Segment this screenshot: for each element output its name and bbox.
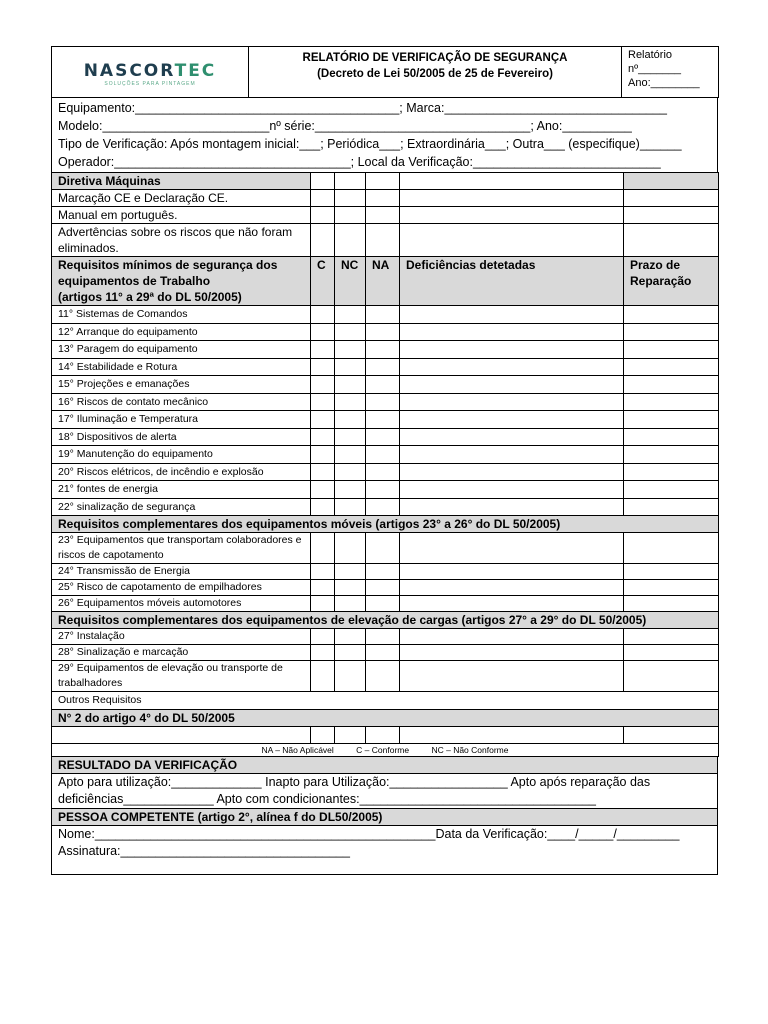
elevacao-title: Requisitos complementares dos equipamentos de elevação de cargas (artigos 27° a 29° do DL 50/2005): [52, 612, 719, 629]
deadline-cell[interactable]: [624, 341, 719, 359]
check-cell-c[interactable]: [311, 596, 335, 612]
deadline-cell[interactable]: [624, 498, 719, 516]
deadline-cell[interactable]: [624, 190, 719, 207]
report-title: [249, 47, 622, 98]
deficiency-cell[interactable]: [400, 533, 624, 564]
check-cell[interactable]: [366, 190, 400, 207]
header-table: [51, 46, 719, 98]
logo-text-b: TEC: [174, 61, 217, 81]
check-cell-na[interactable]: [366, 306, 400, 324]
deadline-cell[interactable]: [624, 726, 719, 743]
check-cell[interactable]: [335, 207, 366, 224]
logo-text-a: NASCOR: [83, 61, 175, 81]
col-deficiencies: Deficiências detetadas: [400, 257, 624, 306]
diretiva-title: Diretiva Máquinas: [52, 173, 311, 190]
checklist-row: [52, 661, 719, 692]
deadline-cell[interactable]: [624, 564, 719, 580]
legend-nc: NC – Não Conforme: [431, 744, 509, 755]
check-cell-nc[interactable]: [335, 446, 366, 464]
operator-field[interactable]: Operador:__________________________________; Local da Verificação:___________________________: [58, 155, 661, 169]
requirement-label: 27° Instalação: [52, 629, 311, 645]
requirement-label: 14° Estabilidade e Rotura: [52, 358, 311, 376]
deadline-cell[interactable]: [624, 207, 719, 224]
requirements-header: Requisitos mínimos de segurança dos equipamentos de Trabalho (artigos 11° a 29ª do DL 50/2005): [52, 257, 311, 306]
deficiency-cell[interactable]: [400, 358, 624, 376]
checklist-row: [52, 358, 719, 376]
deficiency-cell[interactable]: [400, 323, 624, 341]
meta-report-number[interactable]: nº_______: [628, 63, 681, 75]
title-line-2: (Decreto de Lei 50/2005 de 25 de Fevereiro): [317, 68, 553, 80]
checklist-row: [52, 411, 719, 429]
requirement-label: 25° Risco de capotamento de empilhadores: [52, 580, 311, 596]
check-cell-c[interactable]: [311, 446, 335, 464]
signature-field[interactable]: Assinatura:_________________________________: [58, 843, 350, 858]
deficiency-cell[interactable]: [400, 596, 624, 612]
check-cell-na[interactable]: [366, 481, 400, 499]
check-cell-na[interactable]: [366, 411, 400, 429]
requirement-label: 22° sinalização de segurança: [52, 498, 311, 516]
deficiency-cell[interactable]: [400, 190, 624, 207]
equipment-field[interactable]: Equipamento:______________________________________; Marca:________________________________: [58, 101, 667, 115]
deadline-cell[interactable]: [624, 446, 719, 464]
deficiency-cell[interactable]: [400, 463, 624, 481]
deficiency-cell[interactable]: [400, 481, 624, 499]
check-cell-nc[interactable]: [335, 463, 366, 481]
check-cell-nc[interactable]: [335, 629, 366, 645]
deadline-cell[interactable]: [624, 661, 719, 692]
check-cell-nc[interactable]: [335, 358, 366, 376]
check-cell-na[interactable]: [366, 645, 400, 661]
check-cell-na[interactable]: [366, 393, 400, 411]
check-cell-na[interactable]: [366, 498, 400, 516]
check-cell-na[interactable]: [366, 446, 400, 464]
check-cell[interactable]: [311, 726, 335, 743]
deficiency-cell[interactable]: [400, 341, 624, 359]
verification-type-field[interactable]: Tipo de Verificação: Após montagem inicial:___; Periódica___; Extraordinária___; Outra___ (especifique)______: [58, 137, 682, 151]
check-cell-na[interactable]: [366, 341, 400, 359]
check-cell-c[interactable]: [311, 306, 335, 324]
result-table: [51, 756, 718, 875]
requirement-label: 16° Riscos de contato mecânico: [52, 393, 311, 411]
check-cell-c[interactable]: [311, 393, 335, 411]
check-cell-na[interactable]: [366, 428, 400, 446]
requirement-label: 13° Paragem do equipamento: [52, 341, 311, 359]
check-cell-nc[interactable]: [335, 564, 366, 580]
col-c: C: [311, 257, 335, 306]
deadline-cell[interactable]: [624, 596, 719, 612]
check-cell[interactable]: [311, 224, 335, 257]
check-cell-c[interactable]: [311, 463, 335, 481]
deadline-cell[interactable]: [624, 393, 719, 411]
check-cell-nc[interactable]: [335, 376, 366, 394]
requirement-label: 21° fontes de energia: [52, 481, 311, 499]
deficiency-cell[interactable]: [400, 411, 624, 429]
check-cell-nc[interactable]: [335, 411, 366, 429]
deficiency-cell[interactable]: [400, 446, 624, 464]
deadline-cell[interactable]: [624, 580, 719, 596]
requirement-label: 18° Dispositivos de alerta: [52, 428, 311, 446]
deficiency-cell[interactable]: [400, 224, 624, 257]
check-cell-c[interactable]: [311, 323, 335, 341]
check-cell-nc[interactable]: [335, 498, 366, 516]
check-cell-c[interactable]: [311, 661, 335, 692]
checklist-table: [51, 172, 719, 757]
col-nc: NC: [335, 257, 366, 306]
checklist-row: [52, 463, 719, 481]
diretiva-row: Advertências sobre os riscos que não foram eliminados.: [52, 224, 311, 257]
check-cell[interactable]: [335, 190, 366, 207]
check-cell-na[interactable]: [366, 463, 400, 481]
check-cell-c[interactable]: [311, 411, 335, 429]
name-date-field[interactable]: Nome:_________________________________________________Data da Verificação:____/_____/_________: [58, 826, 680, 841]
check-cell[interactable]: [366, 726, 400, 743]
requirement-label: 26° Equipamentos móveis automotores: [52, 596, 311, 612]
check-cell-na[interactable]: [366, 358, 400, 376]
requirement-label: 11° Sistemas de Comandos: [52, 306, 311, 324]
deadline-cell[interactable]: [624, 224, 719, 257]
checklist-row: [52, 341, 719, 359]
check-cell-c[interactable]: [311, 358, 335, 376]
check-cell-na[interactable]: [366, 580, 400, 596]
check-cell-na[interactable]: [366, 596, 400, 612]
checklist-row: [52, 376, 719, 394]
check-cell-c[interactable]: [311, 341, 335, 359]
pessoa-title: PESSOA COMPETENTE (artigo 2°, alínea f do DL50/2005): [52, 808, 718, 825]
check-cell-na[interactable]: [366, 376, 400, 394]
check-cell-nc[interactable]: [335, 580, 366, 596]
requirement-label: 20° Riscos elétricos, de incêndio e explosão: [52, 463, 311, 481]
deficiency-cell[interactable]: [400, 580, 624, 596]
checklist-row: [52, 645, 719, 661]
deficiency-cell[interactable]: [400, 376, 624, 394]
logo-tagline: SOLUÇÕES PARA PINTAGEM: [104, 81, 196, 87]
deficiency-cell[interactable]: [400, 726, 624, 743]
check-cell-nc[interactable]: [335, 428, 366, 446]
check-cell-c[interactable]: [311, 376, 335, 394]
col-deadline: Prazo de Reparação: [624, 257, 719, 306]
logo: [52, 47, 249, 98]
requirement-label: 24° Transmissão de Energia: [52, 564, 311, 580]
check-cell-c[interactable]: [311, 629, 335, 645]
checklist-row: [52, 393, 719, 411]
check-cell[interactable]: [335, 726, 366, 743]
deadline-cell[interactable]: [624, 629, 719, 645]
check-cell-nc[interactable]: [335, 341, 366, 359]
deadline-cell[interactable]: [624, 376, 719, 394]
check-cell-nc[interactable]: [335, 533, 366, 564]
deficiency-cell[interactable]: [400, 564, 624, 580]
check-cell-nc[interactable]: [335, 323, 366, 341]
check-cell-na[interactable]: [366, 564, 400, 580]
form-page: [51, 46, 718, 875]
check-cell-c[interactable]: [311, 645, 335, 661]
deficiency-cell[interactable]: [400, 645, 624, 661]
check-cell-c[interactable]: [311, 533, 335, 564]
check-cell-nc[interactable]: [335, 393, 366, 411]
check-cell[interactable]: [366, 224, 400, 257]
check-cell-c[interactable]: [311, 580, 335, 596]
check-cell[interactable]: [335, 224, 366, 257]
checklist-row: [52, 306, 719, 324]
legend: [52, 743, 719, 757]
check-cell-c[interactable]: [311, 498, 335, 516]
check-cell-nc[interactable]: [335, 481, 366, 499]
deadline-cell[interactable]: [624, 358, 719, 376]
check-cell[interactable]: [366, 207, 400, 224]
deadline-cell[interactable]: [624, 306, 719, 324]
equipment-info: [51, 97, 718, 173]
diretiva-row: Marcação CE e Declaração CE.: [52, 190, 311, 207]
deadline-cell[interactable]: [624, 533, 719, 564]
deadline-cell[interactable]: [624, 481, 719, 499]
moveis-title: Requisitos complementares dos equipamentos móveis (artigos 23° a 26° do DL 50/2005): [52, 516, 719, 533]
deficiency-cell[interactable]: [400, 629, 624, 645]
checklist-row: [52, 533, 719, 564]
outros-requisitos: Outros Requisitos: [52, 692, 719, 710]
deadline-cell[interactable]: [624, 463, 719, 481]
check-cell-na[interactable]: [366, 661, 400, 692]
check-cell-nc[interactable]: [335, 661, 366, 692]
deficiency-cell[interactable]: [400, 498, 624, 516]
requirement-label: 15° Projeções e emanações: [52, 376, 311, 394]
resultado-title: RESULTADO DA VERIFICAÇÃO: [52, 756, 718, 773]
requirement-label: 29° Equipamentos de elevação ou transporte de trabalhadores: [52, 661, 311, 692]
diretiva-row: Manual em português.: [52, 207, 311, 224]
deficiency-cell[interactable]: [400, 428, 624, 446]
deadline-cell[interactable]: [624, 323, 719, 341]
check-cell[interactable]: [311, 207, 335, 224]
requirement-label: 12° Arranque do equipamento: [52, 323, 311, 341]
meta-report-label: Relatório: [628, 49, 673, 61]
checklist-row: [52, 580, 719, 596]
requirement-label: 23° Equipamentos que transportam colaboradores e riscos de capotamento: [52, 533, 311, 564]
check-cell-c[interactable]: [311, 564, 335, 580]
deadline-cell[interactable]: [624, 411, 719, 429]
deficiency-cell[interactable]: [400, 207, 624, 224]
deficiency-cell[interactable]: [400, 393, 624, 411]
legend-na: NA – Não Aplicável: [261, 744, 334, 755]
report-meta: [622, 47, 719, 98]
check-cell-nc[interactable]: [335, 306, 366, 324]
check-cell-nc[interactable]: [335, 596, 366, 612]
check-cell[interactable]: [311, 190, 335, 207]
artigo4-title: N° 2 do artigo 4° do DL 50/2005: [52, 709, 719, 726]
checklist-row: [52, 498, 719, 516]
col-na: NA: [366, 257, 400, 306]
check-cell-nc[interactable]: [335, 645, 366, 661]
check-cell-c[interactable]: [311, 428, 335, 446]
legend-c: C – Conforme: [356, 744, 410, 755]
requirement-label: 19° Manutenção do equipamento: [52, 446, 311, 464]
check-cell-na[interactable]: [366, 533, 400, 564]
checklist-row: [52, 596, 719, 612]
checklist-row: [52, 446, 719, 464]
check-cell-na[interactable]: [366, 323, 400, 341]
model-field[interactable]: Modelo:________________________nº série:_______________________________; Ano:__________: [58, 119, 632, 133]
deadline-cell[interactable]: [624, 645, 719, 661]
meta-year[interactable]: Ano:________: [628, 77, 700, 89]
requirement-label: 28° Sinalização e marcação: [52, 645, 311, 661]
resultado-line-2[interactable]: deficiências_____________ Apto com condicionantes:__________________________________: [58, 791, 596, 806]
resultado-line-1[interactable]: Apto para utilização:_____________ Inapto para Utilização:_________________ Apto após reparação das: [58, 774, 651, 789]
check-cell-na[interactable]: [366, 629, 400, 645]
check-cell-c[interactable]: [311, 481, 335, 499]
checklist-row: [52, 323, 719, 341]
checklist-row: [52, 481, 719, 499]
checklist-row: [52, 428, 719, 446]
checklist-row: [52, 564, 719, 580]
deadline-cell[interactable]: [624, 428, 719, 446]
checklist-row: [52, 629, 719, 645]
title-line-1: RELATÓRIO DE VERIFICAÇÃO DE SEGURANÇA: [302, 52, 568, 64]
deficiency-cell[interactable]: [400, 661, 624, 692]
requirement-label: 17° Iluminação e Temperatura: [52, 411, 311, 429]
deficiency-cell[interactable]: [400, 306, 624, 324]
